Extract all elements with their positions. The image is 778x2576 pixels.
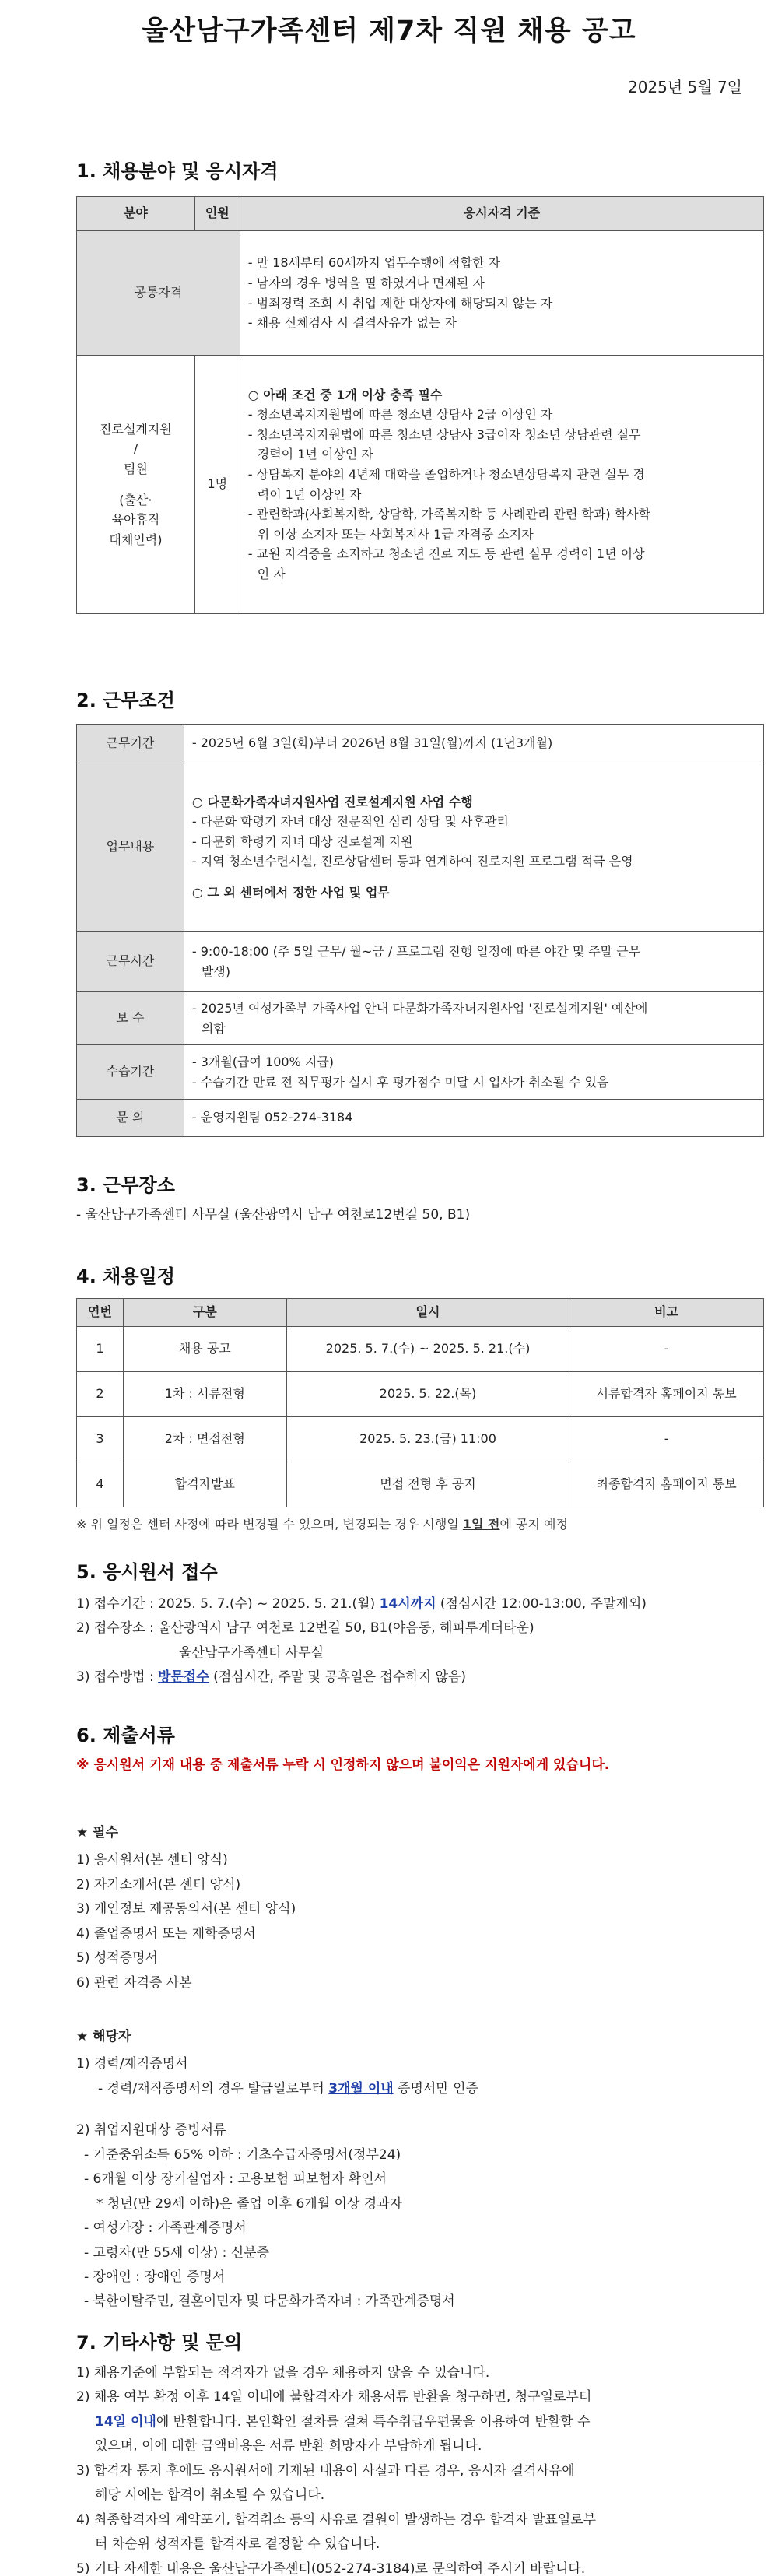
required-head: ★ 필수 [76, 1825, 119, 1841]
pay-line: 의함 [201, 1020, 226, 1036]
work-head: ○ 그 외 센터에서 정한 사업 및 업무 [191, 884, 390, 900]
schedule-cell: 2 [77, 1372, 124, 1417]
section-7-title: 7. 기타사항 및 문의 [76, 2332, 243, 2353]
note-line: 해당 시에는 합격이 취소될 수 있습니다. [95, 2487, 325, 2504]
note-line: 3) 합격자 통지 후에도 응시원서에 기재된 내용이 사실과 다른 경우, 응시자 결격사유에 [76, 2462, 575, 2479]
common-item: - 채용 신체검사 시 결격사유가 없는 자 [247, 315, 457, 331]
qualification-table [76, 196, 764, 614]
required-item: 2) 자기소개서(본 센터 양식) [76, 1876, 241, 1893]
schedule-header: 구분 [123, 1299, 286, 1327]
conditional-detail: - 여성가장 : 가족관계증명서 [84, 2220, 247, 2237]
note-line: 1) 채용기준에 부합되는 적격자가 없을 경우 채용하지 않을 수 있습니다. [76, 2365, 490, 2381]
section-2-title: 2. 근무조건 [76, 690, 175, 711]
schedule-cell: 3 [77, 1417, 124, 1462]
application-place-office: 울산남구가족센터 사무실 [179, 1644, 324, 1661]
section-4-title: 4. 채용일정 [76, 1265, 175, 1287]
work-conditions-table [76, 724, 764, 1137]
note-text: ※ 위 일정은 센터 사정에 따라 변경될 수 있으며, 변경되는 경우 시행일 [76, 1517, 463, 1532]
conditional-detail: * 청년(만 29세 이하)은 졸업 이후 6개월 이상 경과자 [96, 2195, 403, 2212]
conditional-documents [76, 2025, 753, 2315]
field-line: (출산· [119, 492, 152, 507]
schedule-cell: 1차 : 서류전형 [123, 1372, 286, 1417]
required-item: 1) 응시원서(본 센터 양식) [76, 1852, 228, 1869]
schedule-cell: 합격자발표 [123, 1462, 286, 1507]
hours-value [184, 932, 763, 992]
probation-value [184, 1045, 763, 1100]
common-qualification-label: 공통자격 [77, 231, 240, 356]
work-item: - 지역 청소년수련시설, 진로상담센터 등과 연계하여 진로지원 프로그램 적극 운영 [191, 854, 633, 869]
work-item: - 다문화 학령기 자녀 대상 진로설계 지원 [191, 834, 413, 849]
note-line: 2) 채용 여부 확정 이후 14일 이내에 불합격자가 채용서류 반환을 청구하면, 청구일로부터 [76, 2389, 592, 2406]
field-line: 팀원 [123, 461, 148, 476]
other-notes [76, 2361, 753, 2576]
notice-date: 2025년 5월 7일 [627, 78, 742, 97]
conditional-head: ★ 해당자 [76, 2029, 131, 2044]
hours-line: 발생) [201, 963, 230, 979]
section-6-title: 6. 제출서류 [76, 1725, 175, 1746]
field-line: 대체인력) [109, 532, 163, 547]
schedule-row [77, 1462, 764, 1507]
schedule-note [76, 1514, 568, 1532]
pay-value [184, 992, 763, 1045]
schedule-header: 일시 [286, 1299, 569, 1327]
work-head: ○ 다문화가족자녀지원사업 진로설계지원 사업 수행 [191, 794, 473, 809]
application-method: 3) 접수방법 : 방문접수 (점심시간, 주말 및 공휴일은 접수하지 않음) [76, 1669, 467, 1686]
work-location: - 울산남구가족센터 사무실 (울산광역시 남구 여천로12번길 50, B1) [76, 1207, 471, 1223]
schedule-cell: 4 [77, 1462, 124, 1507]
inquiry-value: - 운영지원팀 052-274-3184 [184, 1100, 763, 1137]
period-value: - 2025년 6월 3일(화)부터 2026년 8월 31일(월)까지 (1년3개월) [184, 725, 763, 763]
hours-line: - 9:00-18:00 (주 5일 근무/ 월~금 / 프로그램 진행 일정에 따른 야간 및 주말 근무 [191, 943, 641, 959]
conditional-detail: - 북한이탈주민, 결혼이민자 및 다문화가족자녀 : 가족관계증명서 [84, 2293, 455, 2310]
schedule-header: 연번 [77, 1299, 124, 1327]
schedule-cell: 최종합격자 홈페이지 통보 [569, 1462, 764, 1507]
warning-text: ※ 응시원서 기재 내용 중 제출서류 누락 시 인정하지 않으며 불이익은 지원자에게 있습니다. [76, 1757, 610, 1773]
schedule-row [77, 1327, 764, 1372]
header-criteria: 응시자격 기준 [240, 197, 763, 231]
criteria-item: 력이 1년 이상인 자 [257, 486, 362, 502]
criteria-list [240, 356, 763, 614]
schedule-cell: 2차 : 면접전형 [123, 1417, 286, 1462]
schedule-cell: - [569, 1327, 764, 1372]
section-5-title: 5. 응시원서 접수 [76, 1561, 218, 1583]
note-emphasis: 1일 전 [462, 1517, 500, 1532]
work-content [184, 763, 763, 932]
hours-label: 근무시간 [77, 932, 184, 992]
schedule-header: 비고 [569, 1299, 764, 1327]
schedule-table [76, 1298, 764, 1507]
note-text: 에 공지 예정 [499, 1517, 568, 1532]
schedule-cell: 2025. 5. 7.(수) ~ 2025. 5. 21.(수) [286, 1327, 569, 1372]
required-item: 4) 졸업증명서 또는 재학증명서 [76, 1925, 256, 1942]
conditional-detail: - 기준중위소득 65% 이하 : 기초수급자증명서(정부24) [84, 2146, 401, 2163]
work-label: 업무내용 [77, 763, 184, 932]
application-period: 1) 접수기간 : 2025. 5. 7.(수) ~ 2025. 5. 21.(월) 14시까지 (점심시간 12:00-13:00, 주말제외) [76, 1596, 647, 1612]
inquiry-label: 문 의 [77, 1100, 184, 1137]
schedule-cell: - [569, 1417, 764, 1462]
conditional-detail: - 경력/재직증명서의 경우 발급일로부터 3개월 이내 증명서만 인증 [98, 2080, 479, 2097]
application-place: 2) 접수장소 : 울산광역시 남구 여천로 12번길 50, B1(야음동, 해피투게더타운) [76, 1620, 534, 1637]
pay-line: - 2025년 여성가족부 가족사업 안내 다문화가족자녀지원사업 '진로설계지원' 예산에 [191, 1001, 648, 1016]
pay-label: 보 수 [77, 992, 184, 1045]
page-title: 울산남구가족센터 제7차 직원 채용 공고 [142, 16, 636, 47]
conditional-item: 1) 경력/재직증명서 [76, 2056, 188, 2072]
schedule-cell: 1 [77, 1327, 124, 1372]
required-item: 5) 성적증명서 [76, 1950, 158, 1967]
conditional-detail: - 6개월 이상 장기실업자 : 고용보험 피보험자 확인서 [84, 2171, 387, 2188]
headcount: 1명 [194, 356, 240, 614]
conditional-detail: - 고령자(만 55세 이상) : 신분증 [84, 2244, 269, 2261]
schedule-cell: 면접 전형 후 공지 [286, 1462, 569, 1507]
required-item: 6) 관련 자격증 사본 [76, 1974, 192, 1991]
schedule-cell: 2025. 5. 23.(금) 11:00 [286, 1417, 569, 1462]
conditional-detail: - 장애인 : 장애인 증명서 [84, 2269, 226, 2285]
required-documents [76, 1821, 753, 1995]
common-qualification-list [240, 231, 763, 356]
schedule-row [77, 1372, 764, 1417]
deadline-emphasis: 14시까지 [379, 1596, 436, 1612]
probation-line: - 3개월(급여 100% 지급) [191, 1055, 335, 1070]
criteria-item: - 청소년복지지원법에 따른 청소년 상담사 2급 이상인 자 [247, 407, 553, 423]
criteria-item: - 관련학과(사회복지학, 상담학, 가족복지학 등 사례관리 관련 학과) 학사학 [247, 507, 651, 522]
common-item: - 범죄경력 조회 시 취업 제한 대상자에 해당되지 않는 자 [247, 295, 553, 311]
criteria-item: 위 이상 소지자 또는 사회복지사 1급 자격증 소지자 [257, 526, 534, 542]
application-info [76, 1592, 753, 1690]
note-line: 터 차순위 성적자를 합격자로 결정할 수 있습니다. [95, 2536, 380, 2553]
header-field: 분야 [77, 197, 195, 231]
note-line: 있으며, 이에 대한 금액비용은 서류 반환 희망자가 부담하게 됩니다. [95, 2438, 482, 2455]
criteria-item: 경력이 1년 이상인 자 [257, 447, 373, 462]
probation-label: 수습기간 [77, 1045, 184, 1100]
schedule-cell: 채용 공고 [123, 1327, 286, 1372]
schedule-cell: 2025. 5. 22.(목) [286, 1372, 569, 1417]
criteria-item: - 상담복지 분야의 4년제 대학을 졸업하거나 청소년상담복지 관련 실무 경 [247, 466, 645, 482]
header-count: 인원 [194, 197, 240, 231]
conditional-item: 2) 취업지원대상 증빙서류 [76, 2122, 226, 2139]
section-3-title: 3. 근무장소 [76, 1174, 175, 1196]
note-line: 5) 기타 자세한 내용은 울산남구가족센터(052-274-3184)로 문의하여 주시기 바랍니다. [76, 2560, 586, 2576]
criteria-head: ○ 아래 조건 중 1개 이상 충족 필수 [247, 387, 443, 402]
documents-warning [76, 1753, 753, 1778]
required-item: 3) 개인정보 제공동의서(본 센터 양식) [76, 1901, 296, 1918]
field-name [77, 356, 195, 614]
common-item: - 남자의 경우 병역을 필 하였거나 면제된 자 [247, 275, 485, 290]
note-line: 4) 최종합격자의 계약포기, 합격취소 등의 사유로 결원이 발생하는 경우 합격자 발표일로부 [76, 2511, 597, 2528]
criteria-item: - 청소년복지지원법에 따른 청소년 상담사 3급이자 청소년 상담관련 실무 [247, 426, 641, 442]
common-item: - 만 18세부터 60세까지 업무수행에 적합한 자 [247, 255, 501, 271]
field-line: 진로설계지원 [100, 421, 172, 437]
section-1-title: 1. 채용분야 및 응시자격 [76, 160, 279, 182]
field-line: 육아휴직 [111, 512, 160, 528]
probation-line: - 수습기간 만료 전 직무평가 실시 후 평가점수 미달 시 입사가 취소될 수 있음 [191, 1074, 609, 1090]
criteria-item: 인 자 [257, 566, 286, 581]
work-item: - 다문화 학령기 자녀 대상 전문적인 심리 상담 및 사후관리 [191, 814, 509, 830]
method-emphasis: 방문접수 [158, 1669, 209, 1686]
field-line: / [133, 441, 138, 457]
return-period-emphasis: 14일 이내 [95, 2413, 156, 2430]
period-label: 근무기간 [77, 725, 184, 763]
criteria-item: - 교원 자격증을 소지하고 청소년 진로 지도 등 관련 실무 경력이 1년 이상 [247, 546, 645, 562]
note-line: 14일 이내에 반환합니다. 본인확인 절차를 걸쳐 특수취급우편물을 이용하여 반환할 수 [95, 2413, 591, 2430]
period-emphasis: 3개월 이내 [328, 2080, 394, 2097]
schedule-cell: 서류합격자 홈페이지 통보 [569, 1372, 764, 1417]
schedule-row [77, 1417, 764, 1462]
